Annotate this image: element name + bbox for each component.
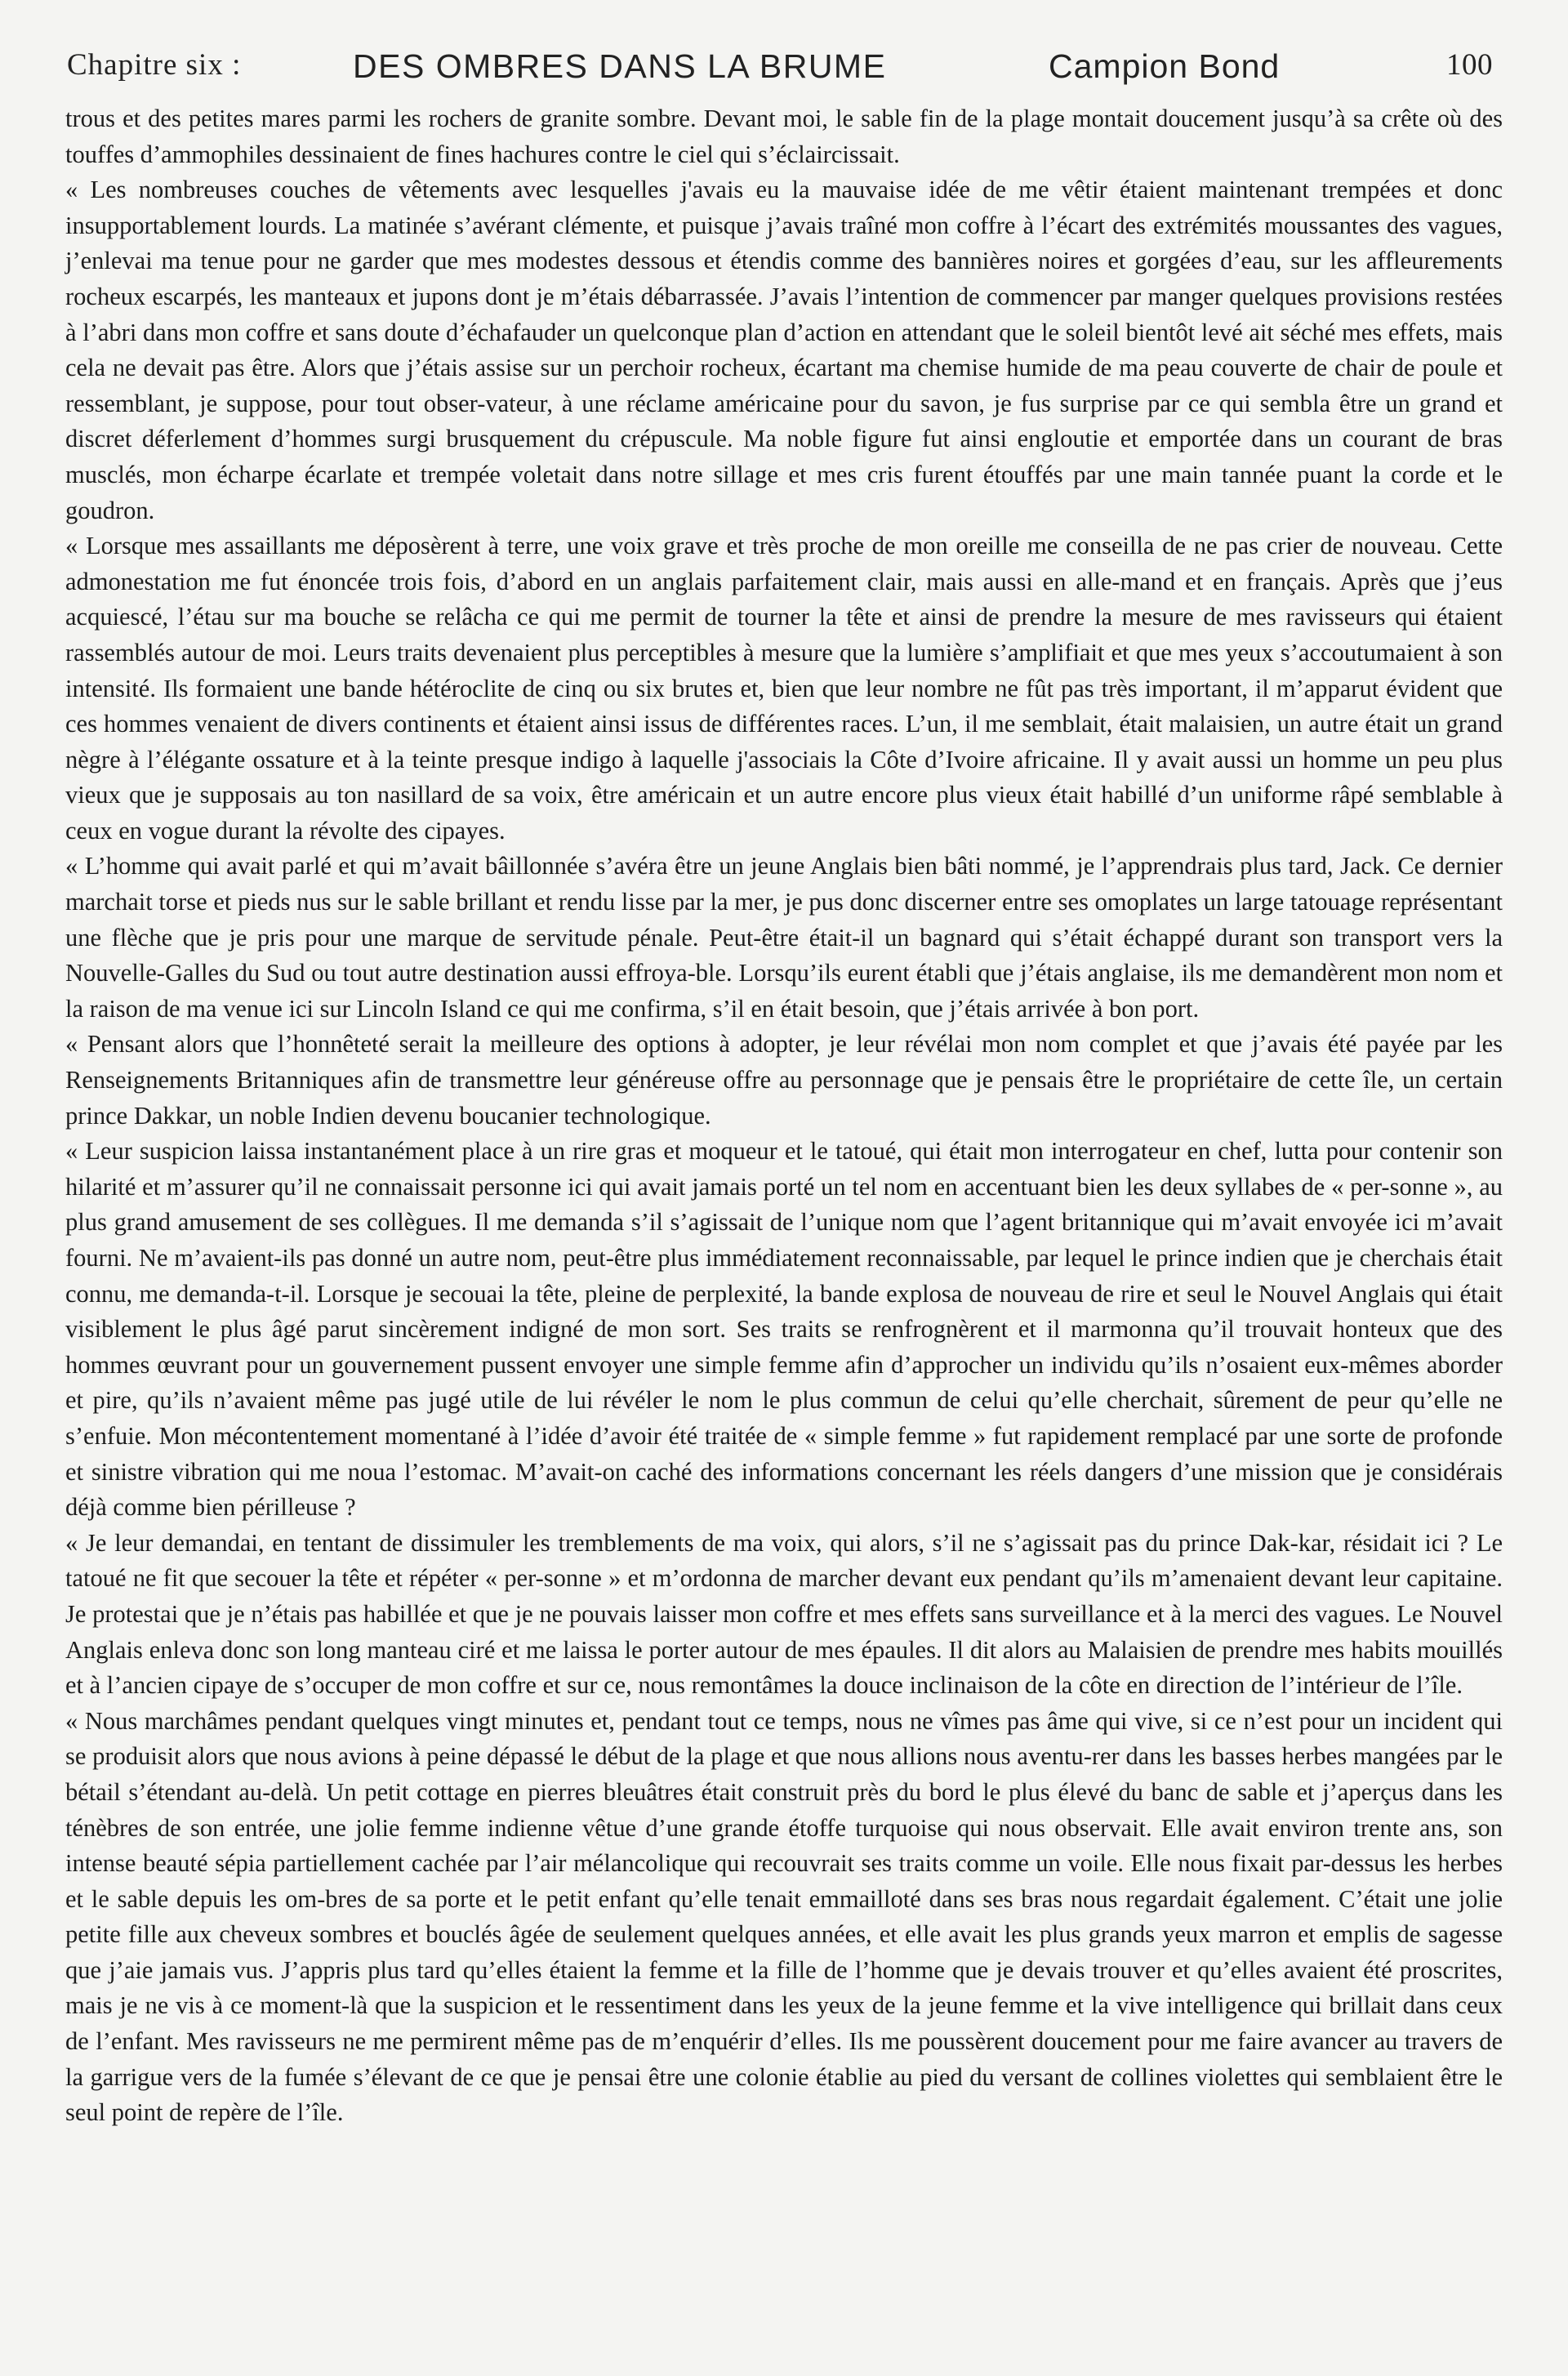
- paragraph: « Nous marchâmes pendant quelques vingt minutes et, pendant tout ce temps, nous ne vîmes pas âme qui vive, si ce n’est pour un incident qui se produisit alors que nous avions à peine dépassé le début de la plage et que nous allions nous aventu-rer dans les basses herbes mangées par le bétail s’étendant au-delà. Un petit cottage en pierres bleuâtres était construit près du bord le plus élevé du banc de sable et j’aperçus dans les ténèbres de son entrée, une jolie femme indienne vêtue d’une grande étoffe turquoise qui nous observait. Elle avait environ trente ans, son intense beauté sépia partiellement cachée par l’air mélancolique qui recouvrait ses traits comme un voile. Elle nous fixait par-dessus les herbes et le sable depuis les om-bres de sa porte et le petit enfant qu’elle tenait emmailloté dans ses bras nous regardait également. C’était une jolie petite fille aux cheveux sombres et bouclés âgée de seulement quelques années, et elle avait les plus grands yeux marron et emplis de sagesse que j’aie jamais vus. J’appris plus tard qu’elles étaient la femme et la fille de l’homme que je devais trouver et qu’elles avaient été proscrites, mais je ne vis à ce moment-là que la suspicion et le ressentiment dans les yeux de la jeune femme et la vive intelligence qui brillait dans ceux de l’enfant. Mes ravisseurs ne me permirent même pas de m’enquérir d’elles. Ils me poussèrent doucement pour me faire avancer au travers de la garrigue vers de la fumée s’élevant de ce que je pensai être une colonie établie au pied du versant de collines violettes qui semblaient être le seul point de repère de l’île.: [65, 1706, 1503, 2127]
- paragraph: « Leur suspicion laissa instantanément place à un rire gras et moqueur et le tatoué, qui était mon interrogateur en chef, lutta pour contenir son hilarité et m’assurer qu’il ne connaissait personne ici qui avait jamais porté un tel nom en accentuant bien les deux syllabes de « per-sonne », au plus grand amusement de ses collègues. Il me demanda s’il s’agissait de l’unique nom que l’agent britannique qui m’avait envoyée ici m’avait fourni. Ne m’avaient-ils pas donné un autre nom, peut-être plus immédiatement reconnaissable, par lequel le prince indien que je cherchais était connu, me demanda-t-il. Lorsque je secouai la tête, pleine de perplexité, la bande explosa de nouveau de rire et seul le Nouvel Anglais qui était visiblement le plus âgé parut sincèrement indigné de mon sort. Ses traits se renfrognèrent et il marmonna qu’il trouvait honteux que des hommes œuvrant pour un gouvernement pussent envoyer une simple femme afin d’approcher un individu qu’ils n’osaient eux-mêmes aborder et pire, qu’ils n’avaient même pas jugé utile de lui révéler le nom le plus commun de celui qu’elle cherchait, sûrement de peur qu’elle ne s’enfuie. Mon mécontentement momentané à l’idée d’avoir été traitée de « simple femme » fut rapidement remplacé par une sorte de profonde et sinistre vibration qui me noua l’estomac. M’avait-on caché des informations concernant les réels dangers d’une mission que je considérais déjà comme bien périlleuse ?: [65, 1137, 1503, 1522]
- body-text: [65, 101, 1503, 2131]
- author-name: Campion Bond: [1049, 47, 1281, 85]
- page-number: 100: [1446, 48, 1493, 82]
- paragraph: « Lorsque mes assaillants me déposèrent à terre, une voix grave et très proche de mon oreille me conseilla de ne pas crier de nouveau. Cette admonestation me fut énoncée trois fois, d’abord en un anglais parfaitement clair, mais aussi en alle-mand et en français. Après que j’eus acquiescé, l’étau sur ma bouche se relâcha ce qui me permit de tourner la tête et ainsi de prendre la mesure de mes ravisseurs qui étaient rassemblés autour de moi. Leurs traits devenaient plus perceptibles à mesure que la lumière s’amplifiait et que mes yeux s’accoutumaient à son intensité. Ils formaient une bande hétéroclite de cinq ou six brutes et, bien que leur nombre ne fût pas très important, il m’apparut évident que ces hommes venaient de divers continents et étaient ainsi issus de différentes races. L’un, il me semblait, était malaisien, un autre était un grand nègre à l’élégante ossature et à la teinte presque indigo à laquelle j'associais la Côte d’Ivoire africaine. Il y avait aussi un homme un peu plus vieux que je supposais au ton nasillard de sa voix, être américain et un autre encore plus vieux était habillé d’un uniforme râpé semblable à ceux en vogue durant la révolte des cipayes.: [65, 532, 1503, 845]
- paragraph: « Pensant alors que l’honnêteté serait la meilleure des options à adopter, je leur révélai mon nom complet et que j’avais été payée par les Renseignements Britanniques afin de transmettre leur généreuse offre au personnage que je pensais être le propriétaire de cette île, un certain prince Dakkar, un noble Indien devenu boucanier technologique.: [65, 1030, 1503, 1130]
- book-page: [65, 47, 1503, 2334]
- paragraph: « Je leur demandai, en tentant de dissimuler les tremblements de ma voix, qui alors, s’il ne s’agissait pas du prince Dak-kar, résidait ici ? Le tatoué ne fit que secouer la tête et répéter « per-sonne » et m’ordonna de marcher devant eux pendant qu’ils m’amenaient devant leur capitaine. Je protestai que je n’étais pas habillée et que je ne pouvais laisser mon coffre et mes effets sans surveillance et à la merci des vagues. Le Nouvel Anglais enleva donc son long manteau ciré et me laissa le porter autour de mes épaules. Il dit alors au Malaisien de prendre mes habits mouillés et à l’ancien cipaye de s’occuper de mon coffre et sur ce, nous remontâmes la douce inclinaison de la côte en direction de l’intérieur de l’île.: [65, 1528, 1503, 1700]
- paragraph: trous et des petites mares parmi les rochers de granite sombre. Devant moi, le sable fin de la plage montait doucement jusqu’à sa crête où des touffes d’ammophiles dessinaient de fines hachures contre le ciel qui s’éclaircissait.: [65, 105, 1503, 168]
- chapter-title: DES OMBRES DANS LA BRUME: [353, 47, 887, 85]
- chapter-label: Chapitre six :: [67, 48, 242, 82]
- paragraph: « L’homme qui avait parlé et qui m’avait bâillonnée s’avéra être un jeune Anglais bien bâti nommé, je l’apprendrais plus tard, Jack. Ce dernier marchait torse et pieds nus sur le sable brillant et rendu lisse par la mer, je pus donc discerner entre ses omoplates un large tatouage représentant une flèche que je pris pour une marque de servitude pénale. Peut-être était-il un bagnard qui s’était échappé durant son transport vers la Nouvelle-Galles du Sud ou tout autre destination aussi effroya-ble. Lorsqu’ils eurent établi que j’étais anglaise, ils me demandèrent mon nom et la raison de ma venue ici sur Lincoln Island ce qui me confirma, s’il en était besoin, que j’étais arrivée à bon port.: [65, 852, 1503, 1023]
- running-header: [65, 47, 1503, 95]
- paragraph: « Les nombreuses couches de vêtements avec lesquelles j'avais eu la mauvaise idée de me vêtir étaient maintenant trempées et donc insupportablement lourds. La matinée s’avérant clémente, et puisque j’avais traîné mon coffre à l’écart des extrémités moussantes des vagues, j’enlevai ma tenue pour ne garder que mes modestes dessous et étendis comme des bannières noires et gorgées d’eau, sur les affleurements rocheux escarpés, les manteaux et jupons dont je m’étais débarrassée. J’avais l’intention de commencer par manger quelques provisions restées à l’abri dans mon coffre et sans doute d’échafauder un quelconque plan d’action en attendant que le soleil bientôt levé ait séché mes effets, mais cela ne devait pas être. Alors que j’étais assise sur un perchoir rocheux, écartant ma chemise humide de ma peau couverte de chair de poule et ressemblant, je suppose, pour tout obser-vateur, à une réclame américaine pour du savon, je fus surprise par ce qui sembla être un grand et discret déferlement d’hommes surgi brusquement du crépuscule. Ma noble figure fut ainsi engloutie et emportée dans un courant de bras musclés, mon écharpe écarlate et trempée voletait dans notre sillage et mes cris furent étouffés par une main tannée puant la corde et le goudron.: [65, 176, 1503, 524]
